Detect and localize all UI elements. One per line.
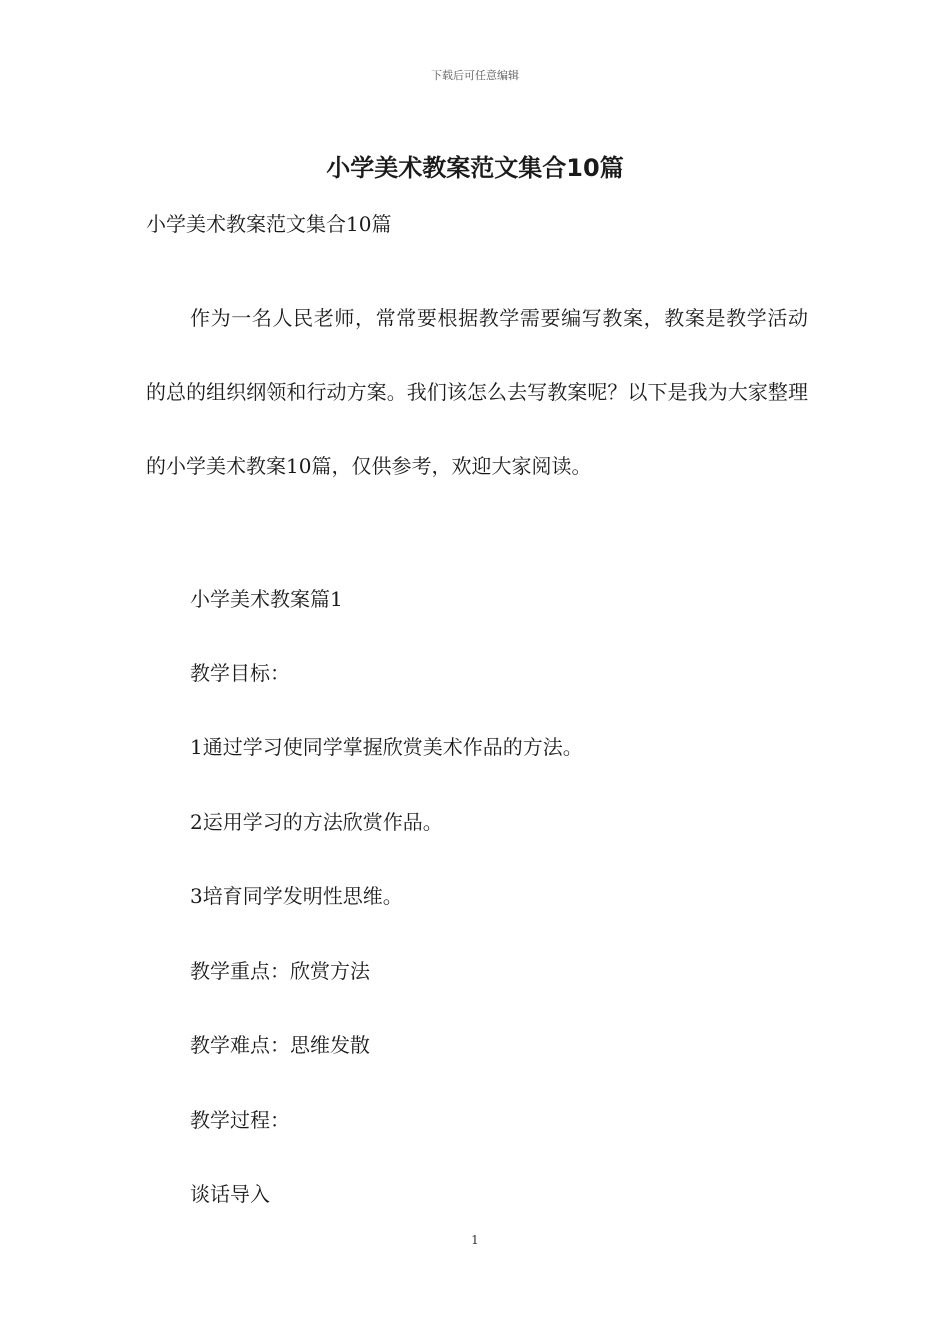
document-title: 小学美术教案范文集合10篇 bbox=[326, 154, 624, 182]
teaching-process-label: 教学过程： bbox=[190, 1108, 290, 1132]
page-number: 1 bbox=[471, 1233, 479, 1247]
teaching-focus: 教学重点：欣赏方法 bbox=[190, 959, 370, 983]
goal-item-2: 2运用学习的方法欣赏作品。 bbox=[190, 810, 443, 834]
goal-item-1: 1通过学习使同学掌握欣赏美术作品的方法。 bbox=[190, 735, 583, 759]
document-subtitle: 小学美术教案范文集合10篇 bbox=[146, 212, 392, 236]
header-note: 下载后可任意编辑 bbox=[431, 69, 519, 82]
process-step: 谈话导入 bbox=[190, 1182, 270, 1206]
section-heading: 小学美术教案篇1 bbox=[190, 587, 343, 611]
teaching-difficulty: 教学难点：思维发散 bbox=[190, 1033, 370, 1057]
intro-paragraph: 作为一名人民老师，常常要根据教学需要编写教案，教案是教学活动的总的组织纲领和行动方案。我们该怎么去写教案呢？以下是我为大家整理的小学美术教案10篇，仅供参考，欢迎大家阅读。 bbox=[146, 306, 808, 478]
teaching-goals-label: 教学目标： bbox=[190, 661, 290, 685]
goal-item-3: 3培育同学发明性思维。 bbox=[190, 884, 403, 908]
